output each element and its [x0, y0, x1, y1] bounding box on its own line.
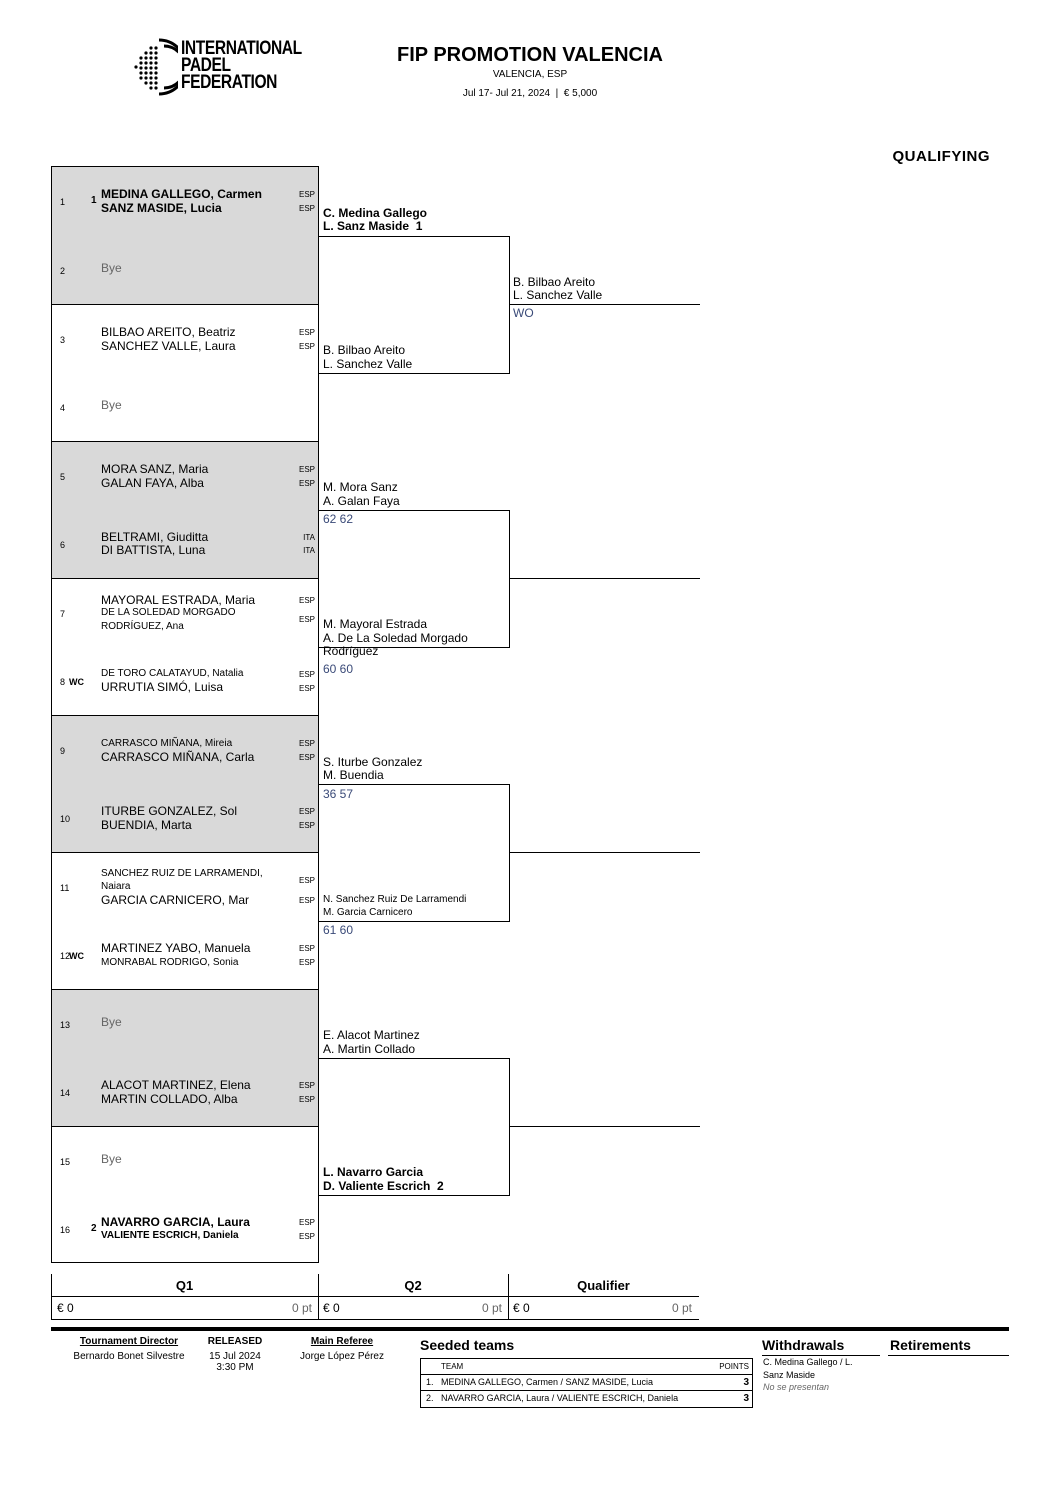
- draw-position: 9: [60, 746, 66, 756]
- withdrawals-title: Withdrawals: [762, 1337, 845, 1353]
- player-name: MARTIN COLLADO, Alba: [101, 1091, 238, 1106]
- winner-name: L. Navarro Garcia: [323, 1165, 424, 1179]
- draw-slot: [52, 852, 318, 921]
- qualifier-name: B. Bilbao Areito: [513, 275, 596, 289]
- player-name: MARTINEZ YABO, Manuela: [101, 940, 251, 955]
- player-name: VALIENTE ESCRICH, Daniela: [101, 1229, 239, 1241]
- player-name: SANZ MASIDE, Lucia: [101, 201, 222, 215]
- player-name: CARRASCO MIÑANA, Carla: [101, 750, 255, 764]
- player-name: MAYORAL ESTRADA, Maria: [101, 593, 256, 607]
- draw-position: 12: [60, 950, 71, 961]
- nationality: ESP: [298, 669, 315, 679]
- draw-position: 8: [60, 676, 66, 687]
- bracket-line: [319, 236, 510, 237]
- bracket-line: [510, 578, 700, 579]
- nationality: ESP: [298, 1217, 315, 1227]
- draw-slot: [52, 921, 318, 990]
- match-score: 61 60: [323, 923, 354, 937]
- padel-ball-icon: [128, 36, 178, 98]
- draw-table: [51, 166, 319, 1263]
- player-name: BELTRAMI, Giuditta: [101, 529, 209, 544]
- draw-position: 1: [60, 197, 66, 207]
- footer-divider: [51, 1296, 699, 1297]
- wildcard-badge: WC: [69, 950, 84, 961]
- draw-position: 11: [60, 883, 70, 893]
- draw-position: 3: [60, 335, 66, 345]
- seeded-teams-title: Seeded teams: [420, 1337, 515, 1353]
- director-name: Bernardo Bonet Silvestre: [73, 1351, 185, 1362]
- winner-name: L. Sanchez Valle: [323, 357, 413, 371]
- player-name: DI BATTISTA, Luna: [101, 542, 206, 557]
- bracket-connector: [509, 236, 510, 374]
- draw-slot: [52, 1195, 318, 1264]
- bracket-line: [319, 1195, 510, 1196]
- draw-position: 6: [60, 539, 66, 550]
- released-label: RELEASED: [207, 1336, 263, 1347]
- winner-name: N. Sanchez Ruiz De Larramendi: [323, 894, 467, 905]
- player-name: URRUTIA SIMÓ, Luisa: [101, 679, 224, 694]
- player-name: SANCHEZ RUIZ DE LARRAMENDI,: [101, 868, 263, 879]
- seed-number: 2: [91, 1222, 97, 1234]
- winner-name: M. Garcia Carnicero: [323, 907, 413, 918]
- match-score: WO: [513, 306, 534, 320]
- bye-label: Bye: [101, 1152, 122, 1166]
- winner-name: D. Valiente Escrich 2: [323, 1179, 444, 1193]
- winner-name: C. Medina Gallego: [323, 206, 428, 220]
- logo-line: FEDERATION: [181, 72, 278, 93]
- seeded-row: [421, 1375, 752, 1391]
- match-score: 36 57: [323, 787, 354, 801]
- nationality: ESP: [298, 342, 315, 351]
- round-label: Q2: [404, 1278, 422, 1293]
- draw-section-title: QUALIFYING: [892, 148, 990, 165]
- player-name: MEDINA GALLEGO, Carmen: [101, 187, 262, 201]
- nationality: ESP: [298, 943, 315, 953]
- draw-slot: [52, 1058, 318, 1127]
- wildcard-badge: WC: [69, 676, 84, 687]
- draw-slot: [52, 647, 318, 716]
- winner-name: L. Sanz Maside 1: [323, 219, 423, 233]
- draw-slot: [52, 441, 318, 510]
- winner-name: A. Martin Collado: [323, 1042, 416, 1056]
- withdrawals-rule: [762, 1355, 880, 1356]
- bracket-connector: [509, 1058, 510, 1196]
- seed-rank: 1.: [426, 1377, 434, 1387]
- withdrawal-entry-cont: Sanz Maside: [763, 1370, 816, 1380]
- retirements-title: Retirements: [890, 1337, 971, 1353]
- player-name: GALAN FAYA, Alba: [101, 476, 204, 490]
- nationality: ESP: [298, 190, 315, 199]
- bracket-connector: [509, 510, 510, 648]
- bracket-line: [319, 373, 510, 374]
- bracket-line: [510, 1126, 700, 1127]
- draw-slot: [52, 989, 318, 1058]
- seed-number: 1: [91, 195, 97, 206]
- winner-name: S. Iturbe Gonzalez: [323, 755, 423, 769]
- player-name: ITURBE GONZALEZ, Sol: [101, 803, 238, 818]
- bracket-line: [319, 510, 510, 511]
- bracket-line: [510, 852, 700, 853]
- round-label: Q1: [175, 1278, 194, 1293]
- round-prize: € 0: [57, 1301, 74, 1315]
- draw-slot: [52, 167, 318, 236]
- nationality: ESP: [298, 1231, 315, 1241]
- tournament-dates-prize: Jul 17- Jul 21, 2024 | € 5,000: [462, 88, 598, 99]
- nationality: ESP: [298, 615, 315, 624]
- winner-name: A. De La Soledad Morgado: [323, 631, 468, 645]
- released-date: 15 Jul 2024: [209, 1351, 261, 1362]
- seed-points: 3: [743, 1393, 749, 1404]
- logo-line: PADEL: [181, 55, 231, 76]
- bye-label: Bye: [101, 260, 122, 275]
- tournament-title: FIP PROMOTION VALENCIA: [397, 44, 663, 66]
- winner-name-cont: Rodríguez: [323, 644, 379, 658]
- draw-position: 5: [60, 472, 66, 482]
- nationality: ESP: [298, 1094, 315, 1104]
- nationality: ITA: [303, 532, 315, 542]
- round-prize: € 0: [323, 1301, 340, 1315]
- nationality: ESP: [298, 328, 315, 337]
- seed-team: NAVARRO GARCIA, Laura / VALIENTE ESCRICH, Daniela: [441, 1393, 679, 1403]
- nationality: ESP: [298, 479, 315, 488]
- tournament-location: VALENCIA, ESP: [492, 69, 568, 80]
- nationality: ESP: [298, 1080, 315, 1090]
- nationality: ESP: [298, 204, 315, 213]
- draw-slot: [52, 510, 318, 579]
- draw-position: 4: [60, 402, 66, 413]
- player-name: MORA SANZ, Maria: [101, 462, 209, 476]
- player-name: GARCIA CARNICERO, Mar: [101, 893, 250, 907]
- bracket-line: [319, 784, 510, 785]
- referee-name: Jorge López Pérez: [300, 1351, 384, 1362]
- tournament-director: [60, 1336, 198, 1362]
- draw-position: 2: [60, 265, 66, 276]
- draw-position: 10: [60, 813, 71, 824]
- bye-label: Bye: [101, 397, 122, 412]
- winner-name: M. Mayoral Estrada: [323, 617, 428, 631]
- player-name: ALACOT MARTINEZ, Elena: [101, 1077, 251, 1092]
- winner-name: A. Galan Faya: [323, 494, 400, 508]
- released-time: 3:30 PM: [216, 1362, 254, 1373]
- seeded-header-row: [421, 1359, 752, 1375]
- nationality: ESP: [298, 896, 315, 905]
- qualifier-name: L. Sanchez Valle: [513, 288, 603, 302]
- seed-points: 3: [743, 1377, 749, 1388]
- director-label: Tournament Director: [79, 1336, 179, 1347]
- seed-team: MEDINA GALLEGO, Carmen / SANZ MASIDE, Lucia: [441, 1377, 654, 1387]
- round-points: 0 pt: [291, 1301, 312, 1315]
- draw-position: 7: [60, 609, 66, 619]
- winner-name: B. Bilbao Areito: [323, 343, 406, 357]
- player-name: BUENDIA, Marta: [101, 817, 192, 832]
- main-referee: [292, 1336, 392, 1362]
- logo-line: INTERNATIONAL: [181, 38, 302, 59]
- nationality: ESP: [298, 739, 315, 748]
- nationality: ESP: [298, 806, 315, 816]
- draw-slot: [52, 578, 318, 647]
- referee-label: Main Referee: [310, 1336, 374, 1347]
- footer-rule: [51, 1327, 1009, 1331]
- bracket-line: [319, 921, 510, 922]
- winner-name: M. Buendia: [323, 768, 384, 782]
- round-prize: € 0: [513, 1301, 530, 1315]
- nationality: ESP: [298, 876, 315, 885]
- retirements-rule: [888, 1355, 1009, 1356]
- draw-position: 16: [60, 1224, 71, 1235]
- round-points: 0 pt: [671, 1301, 692, 1315]
- player-name: DE LA SOLEDAD MORGADO: [101, 607, 236, 618]
- bracket-connector: [509, 784, 510, 922]
- nationality: ESP: [298, 820, 315, 830]
- player-name: DE TORO CALATAYUD, Natalia: [101, 667, 244, 679]
- nationality: ESP: [298, 683, 315, 693]
- player-name: CARRASCO MIÑANA, Mireia: [101, 738, 233, 749]
- nationality: ESP: [298, 957, 315, 967]
- release-info: [195, 1336, 275, 1373]
- winner-name: M. Mora Sanz: [323, 480, 398, 494]
- nationality: ESP: [298, 753, 315, 762]
- bye-label: Bye: [101, 1015, 122, 1029]
- draw-position: 13: [60, 1020, 71, 1030]
- player-name-cont: Naiara: [101, 881, 131, 892]
- round-points: 0 pt: [481, 1301, 502, 1315]
- match-score: 62 62: [323, 512, 354, 526]
- draw-slot: [52, 715, 318, 784]
- nationality: ESP: [298, 465, 315, 474]
- logo-wordmark: [181, 40, 302, 91]
- round-label: Qualifier: [577, 1278, 630, 1293]
- draw-slot: [52, 373, 318, 442]
- seed-rank: 2.: [426, 1393, 434, 1403]
- nationality: ESP: [298, 596, 315, 605]
- match-score: 60 60: [323, 662, 354, 676]
- seeded-row: [421, 1391, 752, 1407]
- nationality: ITA: [303, 545, 315, 555]
- withdrawal-entry: C. Medina Gallego / L.: [763, 1357, 853, 1367]
- draw-slot: [52, 304, 318, 373]
- col-team: TEAM: [441, 1362, 464, 1371]
- draw-position: 15: [60, 1157, 71, 1167]
- bracket-line: [319, 1058, 510, 1059]
- draw-slot: [52, 784, 318, 853]
- winner-name: E. Alacot Martinez: [323, 1028, 420, 1042]
- player-name: NAVARRO GARCIA, Laura: [101, 1214, 250, 1229]
- player-name: BILBAO AREITO, Beatriz: [101, 325, 236, 339]
- col-points: POINTS: [719, 1362, 749, 1371]
- withdrawal-note: No se presentan: [763, 1382, 830, 1392]
- draw-slot: [52, 1126, 318, 1195]
- player-name: MONRABAL RODRIGO, Sonia: [101, 956, 239, 968]
- player-name-cont: RODRÍGUEZ, Ana: [101, 621, 184, 632]
- draw-slot: [52, 236, 318, 305]
- seeded-teams-table: [420, 1358, 753, 1408]
- draw-position: 14: [60, 1087, 71, 1098]
- player-name: SANCHEZ VALLE, Laura: [101, 339, 236, 353]
- bracket-line: [510, 304, 700, 305]
